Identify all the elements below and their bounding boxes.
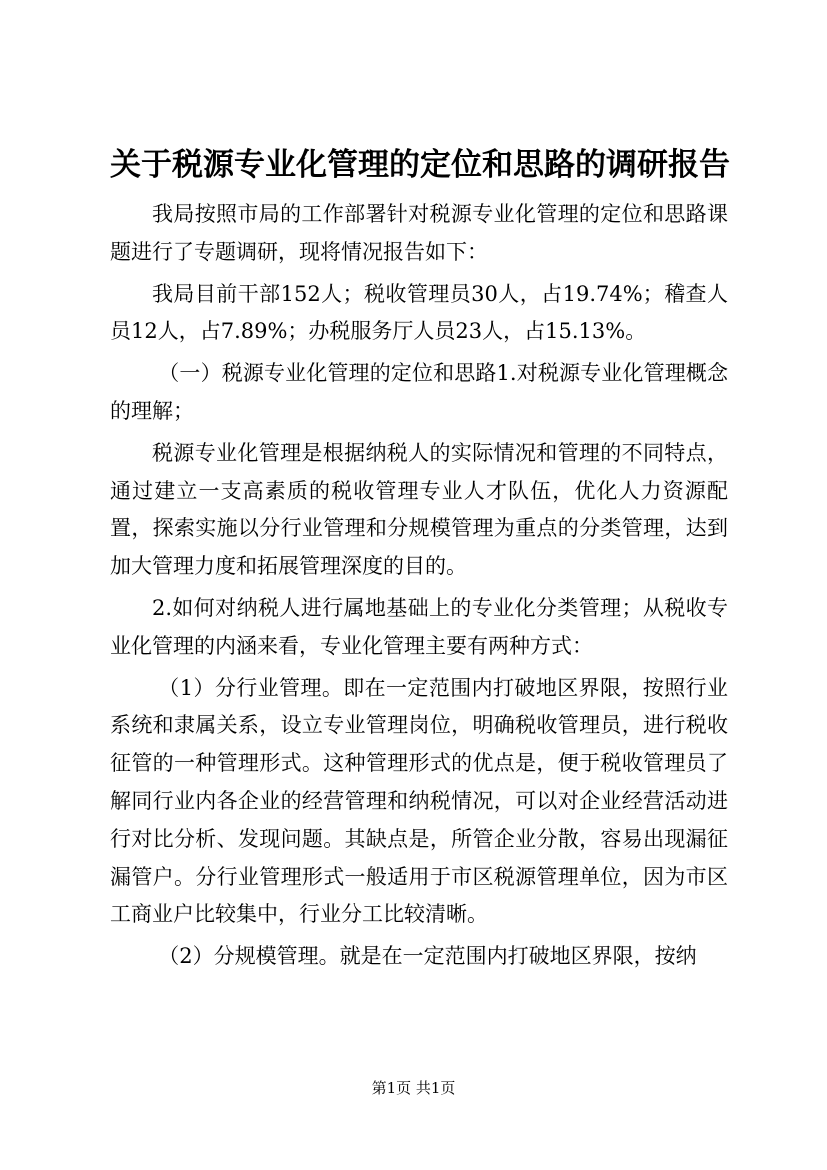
paragraph-concept: 税源专业化管理是根据纳税人的实际情况和管理的不同特点，通过建立一支高素质的税收管理专业人才队伍，优化人力资源配置，探索实施以分行业管理和分规模管理为重点的分类管理，达到加大管理力度和拓展管理深度的目的。 (110, 440, 728, 579)
page-number-footer: 第1页 共1页 (371, 1079, 456, 1097)
document-title: 关于税源专业化管理的定位和思路的调研报告 (110, 147, 730, 183)
paragraph-intro: 我局按照市局的工作部署针对税源专业化管理的定位和思路课题进行了专题调研，现将情况报告如下： (110, 202, 728, 264)
paragraph-classification: 2.如何对纳税人进行属地基础上的专业化分类管理；从税收专业化管理的内涵来看，专业化管理主要有两种方式： (110, 595, 728, 658)
paragraph-industry-management: （1）分行业管理。即在一定范围内打破地区界限，按照行业系统和隶属关系，设立专业管理岗位，明确税收管理员，进行税收征管的一种管理形式。这种管理形式的优点是，便于税收管理员了解同行业内各企业的经营管理和纳税情况，可以对企业经营活动进行对比分析、发现问题。其缺点是，所管企业分散，容易出现漏征漏管户。分行业管理形式一般适用于市区税源管理单位，因为市区工商业户比较集中，行业分工比较清晰。 (110, 675, 728, 927)
paragraph-section-heading: （一）税源专业化管理的定位和思路1.对税源专业化管理概念的理解； (110, 361, 728, 423)
document-body (110, 196, 728, 976)
paragraph-staff-stats: 我局目前干部152人；税收管理员30人，占19.74%；稽查人员12人，占7.89%；办税服务厅人员23人，占15.13%。 (110, 281, 728, 344)
paragraph-scale-management: （2）分规模管理。就是在一定范围内打破地区界限，按纳 (158, 944, 697, 969)
